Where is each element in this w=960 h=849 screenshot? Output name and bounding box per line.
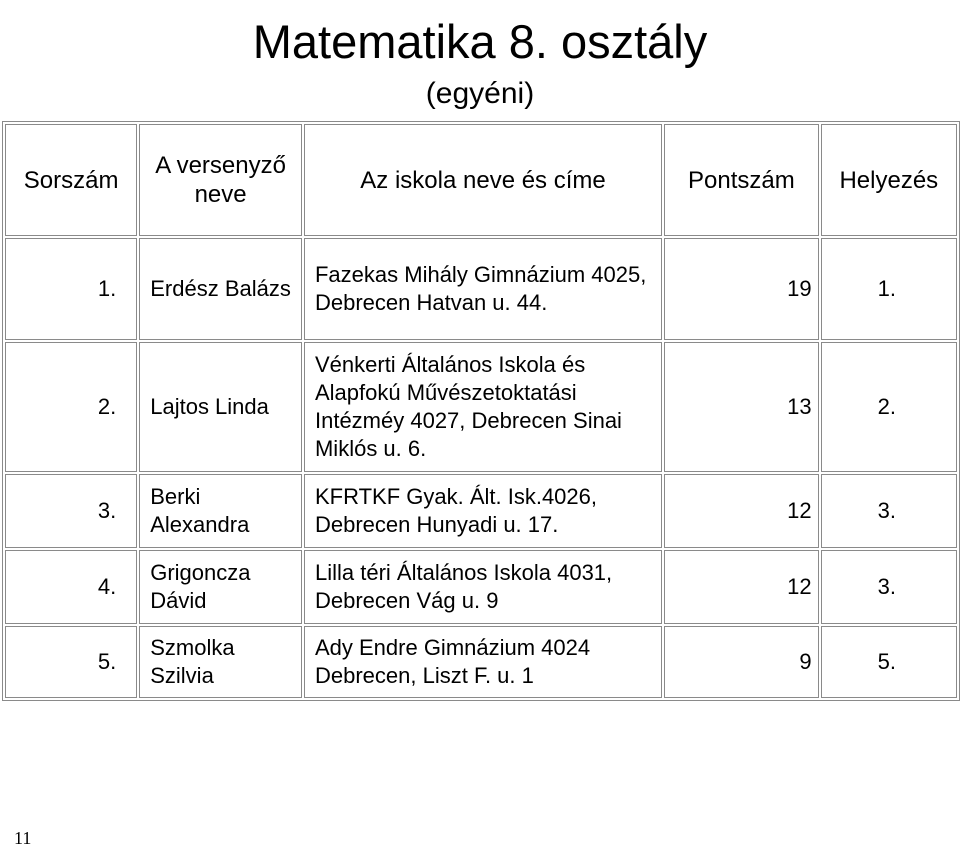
- page-title: [0, 14, 960, 70]
- table-row: [5, 474, 957, 548]
- cell-place: 3.: [821, 550, 957, 624]
- cell-place: 2.: [821, 342, 957, 472]
- cell-name: Erdész Balázs: [139, 238, 302, 340]
- table-row: [5, 342, 957, 472]
- cell-place: 3.: [821, 474, 957, 548]
- cell-rank: 1.: [5, 238, 137, 340]
- cell-points: 13: [664, 342, 819, 472]
- cell-points: 19: [664, 238, 819, 340]
- table-row: [5, 550, 957, 624]
- header-rank: Sorszám: [5, 124, 137, 236]
- cell-school: Vénkerti Általános Iskola és Alapfokú Művészetoktatási Intézméy 4027, Debrecen Sinai Miklós u. 6.: [304, 342, 662, 472]
- cell-rank: 2.: [5, 342, 137, 472]
- header-name: A versenyző neve: [139, 124, 302, 236]
- cell-points: 12: [664, 474, 819, 548]
- cell-rank: 5.: [5, 626, 137, 698]
- cell-name: Berki Alexandra: [139, 474, 302, 548]
- cell-name: Szmolka Szilvia: [139, 626, 302, 698]
- cell-place: 5.: [821, 626, 957, 698]
- page-number: 11: [14, 828, 32, 848]
- cell-school: Lilla téri Általános Iskola 4031, Debrecen Vág u. 9: [304, 550, 662, 624]
- cell-school: Fazekas Mihály Gimnázium 4025, Debrecen Hatvan u. 44.: [304, 238, 662, 340]
- header-points: Pontszám: [664, 124, 819, 236]
- cell-name: Lajtos Linda: [139, 342, 302, 472]
- cell-rank: 4.: [5, 550, 137, 624]
- table-row: [5, 626, 957, 698]
- page-title-text: Matematika 8. osztály: [252, 15, 708, 68]
- cell-points: 12: [664, 550, 819, 624]
- table-row: [5, 238, 957, 340]
- results-table: [2, 121, 960, 701]
- cell-rank: 3.: [5, 474, 137, 548]
- cell-school: KFRTKF Gyak. Ált. Isk.4026, Debrecen Hunyadi u. 17.: [304, 474, 662, 548]
- header-row: [5, 124, 957, 236]
- cell-place: 1.: [821, 238, 957, 340]
- header-place: Helyezés: [821, 124, 957, 236]
- cell-name: Grigoncza Dávid: [139, 550, 302, 624]
- cell-points: 9: [664, 626, 819, 698]
- page-subtitle: (egyéni): [425, 77, 535, 110]
- header-school: Az iskola neve és címe: [304, 124, 662, 236]
- cell-school: Ady Endre Gimnázium 4024 Debrecen, Liszt F. u. 1: [304, 626, 662, 698]
